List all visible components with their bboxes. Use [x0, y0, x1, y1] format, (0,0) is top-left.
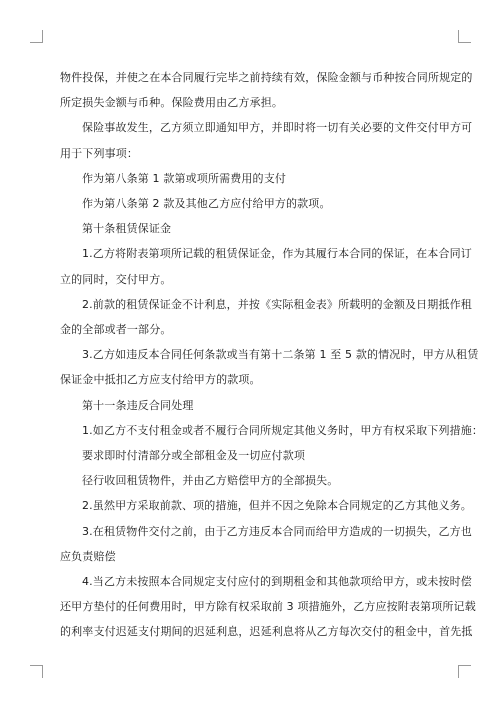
text-line: 保证金中抵扣乙方应支付给甲方的款项。 [60, 373, 261, 387]
text-line: 应负责赔偿 [60, 549, 116, 563]
text-line: 3.在租赁物件交付之前，由于乙方违反本合同而给甲方造成的一切损失，乙方也 [82, 524, 472, 538]
text-line: 金的全部或者一部分。 [60, 323, 172, 337]
text-line: 的利率支付迟延支付期间的迟延利息，迟延利息将从乙方每次交付的租金中，首先抵 [60, 625, 473, 639]
crop-mark-top-left [30, 30, 43, 43]
text-line: 第十一条违反合同处理 [82, 398, 194, 412]
text-line: 3.乙方如违反本合同任何条款或当有第十二条第 1 至 5 款的情况时，甲方从租赁 [82, 348, 479, 362]
text-line: 作为第八条第 1 款第或项所需费用的支付 [82, 171, 286, 185]
crop-mark-top-right [458, 30, 471, 43]
text-line: 4.当乙方未按照本合同规定支付应付的到期租金和其他款项给甲方，或未按时偿 [82, 575, 472, 589]
text-line: 物件投保，并使之在本合同履行完毕之前持续有效，保险金额与币种按合同所规定的 [60, 71, 473, 84]
text-line: 径行收回租赁物件，并由乙方赔偿甲方的全部损失。 [82, 474, 339, 488]
document-body [60, 65, 484, 645]
text-line: 作为第八条第 2 款及其他乙方应付给甲方的款项。 [82, 197, 331, 211]
crop-mark-bottom-left [30, 665, 43, 678]
text-line: 还甲方垫付的任何费用时，甲方除有权采取前 3 项措施外，乙方应按附表第项所记载 [60, 600, 476, 614]
text-line: 用于下列事项： [60, 146, 139, 160]
text-line: 2.前款的租赁保证金不计利息，并按《实际租金表》所载明的金额及日期抵作租 [82, 297, 472, 311]
text-line: 1.如乙方不支付租金或者不履行合同所规定其他义务时，甲方有权采取下列措施： [82, 423, 484, 437]
text-line: 立的同时，交付甲方。 [60, 272, 172, 286]
text-line: 第十条租赁保证金 [82, 222, 172, 236]
text-line: 要求即时付清部分或全部租金及一切应付款项 [82, 449, 305, 463]
text-line: 所定损失金额与币种。保险费用由乙方承担。 [60, 96, 283, 110]
crop-mark-bottom-right [458, 665, 471, 678]
text-line: 保险事故发生，乙方须立即通知甲方，并即时将一切有关必要的文件交付甲方可 [82, 121, 473, 135]
text-line: 1.乙方将附表第项所记载的租赁保证金，作为其履行本合同的保证，在本合同订 [82, 247, 472, 261]
text-line: 2.虽然甲方采取前款、项的措施，但并不因之免除本合同规定的乙方其他义务。 [82, 499, 472, 513]
